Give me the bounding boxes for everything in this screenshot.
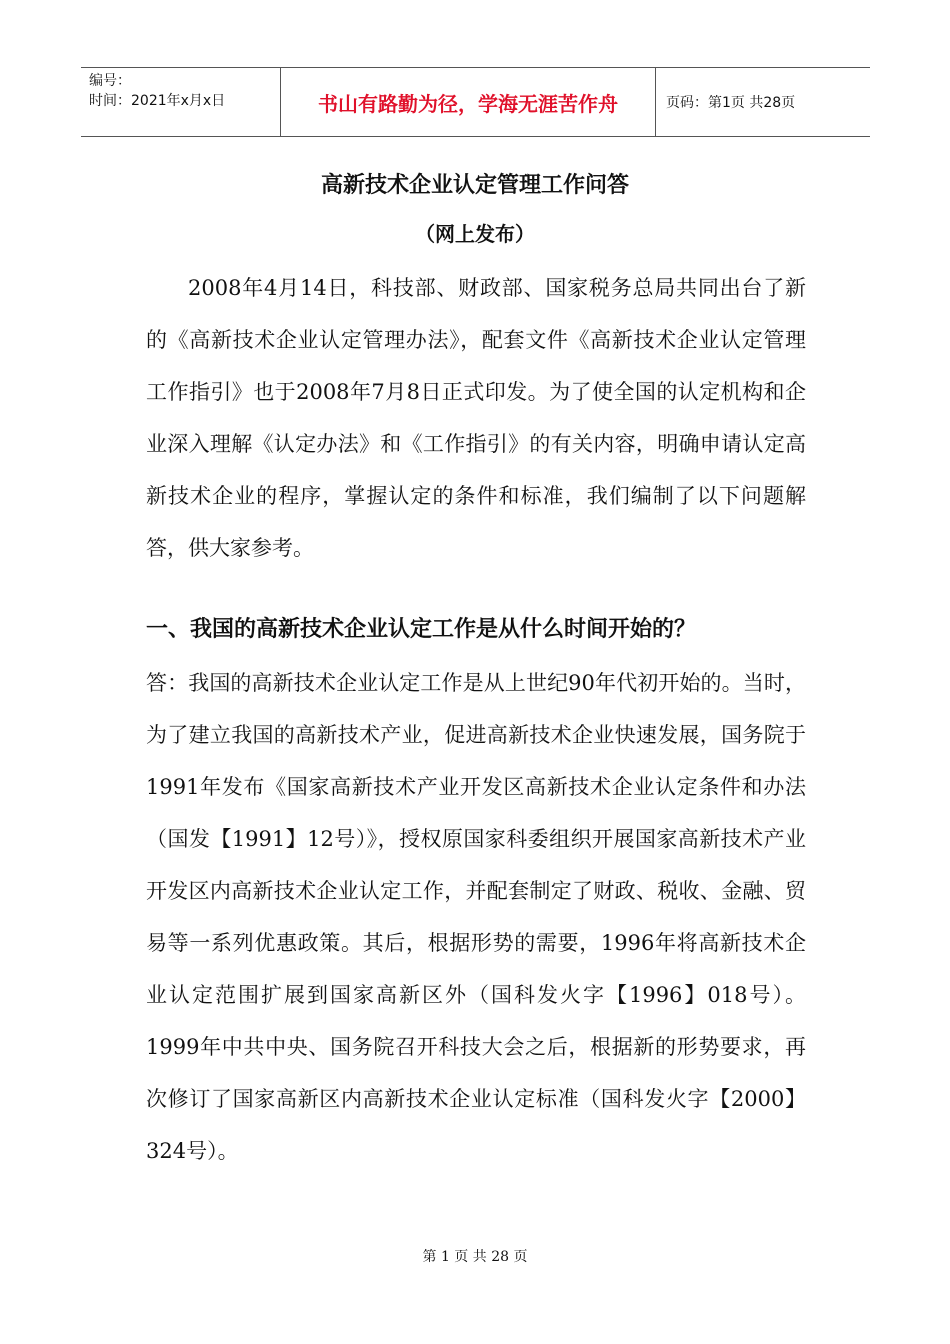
page-footer: 第 1 页 共 28 页 xyxy=(422,1249,528,1265)
number-label: 编号： xyxy=(89,73,131,89)
answer-paragraph: 答：我国的高新技术企业认定工作是从上世纪90年代初开始的。当时，为了建立我国的高新技术产业，促进高新技术企业快速发展，国务院于1991年发布《国家高新技术产业开发区高新技术企业认定条件和办法（国发【1991】12号）》，授权原国家科委组织开展国家高新技术产业开发区内高新技术企业认定工作，并配套制定了财政、税收、金融、贸易等一系列优惠政策。其后，根据形势的需要，1996年将高新技术企业认定范围扩展到国家高新区外（国科发火字【1996】018号）。1999年中共中央、国务院召开科技大会之后，根据新的形势要求，再次修订了国家高新区内高新技术企业认定标准（国科发火字【2000】324号）。 xyxy=(146,671,806,1163)
document-title: 高新技术企业认定管理工作问答 xyxy=(320,173,629,198)
section-heading: 一、我国的高新技术企业认定工作是从什么时间开始的？ xyxy=(146,617,697,642)
header-page-cell xyxy=(656,68,870,136)
header-meta-cell xyxy=(81,68,281,136)
answer-section xyxy=(146,657,806,1177)
intro-section xyxy=(146,262,806,574)
page-info: 页码：第1页 共28页 xyxy=(666,95,796,111)
intro-paragraph: 2008年4月14日，科技部、财政部、国家税务总局共同出台了新的《高新技术企业认定管理办法》，配套文件《高新技术企业认定管理工作指引》也于2008年7月8日正式印发。为了使全国的认定机构和企业深入理解《认定办法》和《工作指引》的有关内容，明确申请认定高新技术企业的程序，掌握认定的条件和标准，我们编制了以下问题解答，供大家参考。 xyxy=(146,276,806,560)
motto-text: 书山有路勤为径，学海无涯苦作舟 xyxy=(318,91,618,116)
header-motto-cell xyxy=(281,68,656,136)
document-subtitle: （网上发布） xyxy=(415,222,535,246)
time-label: 时间：2021年x月x日 xyxy=(89,93,226,109)
document-header-table xyxy=(81,67,870,137)
